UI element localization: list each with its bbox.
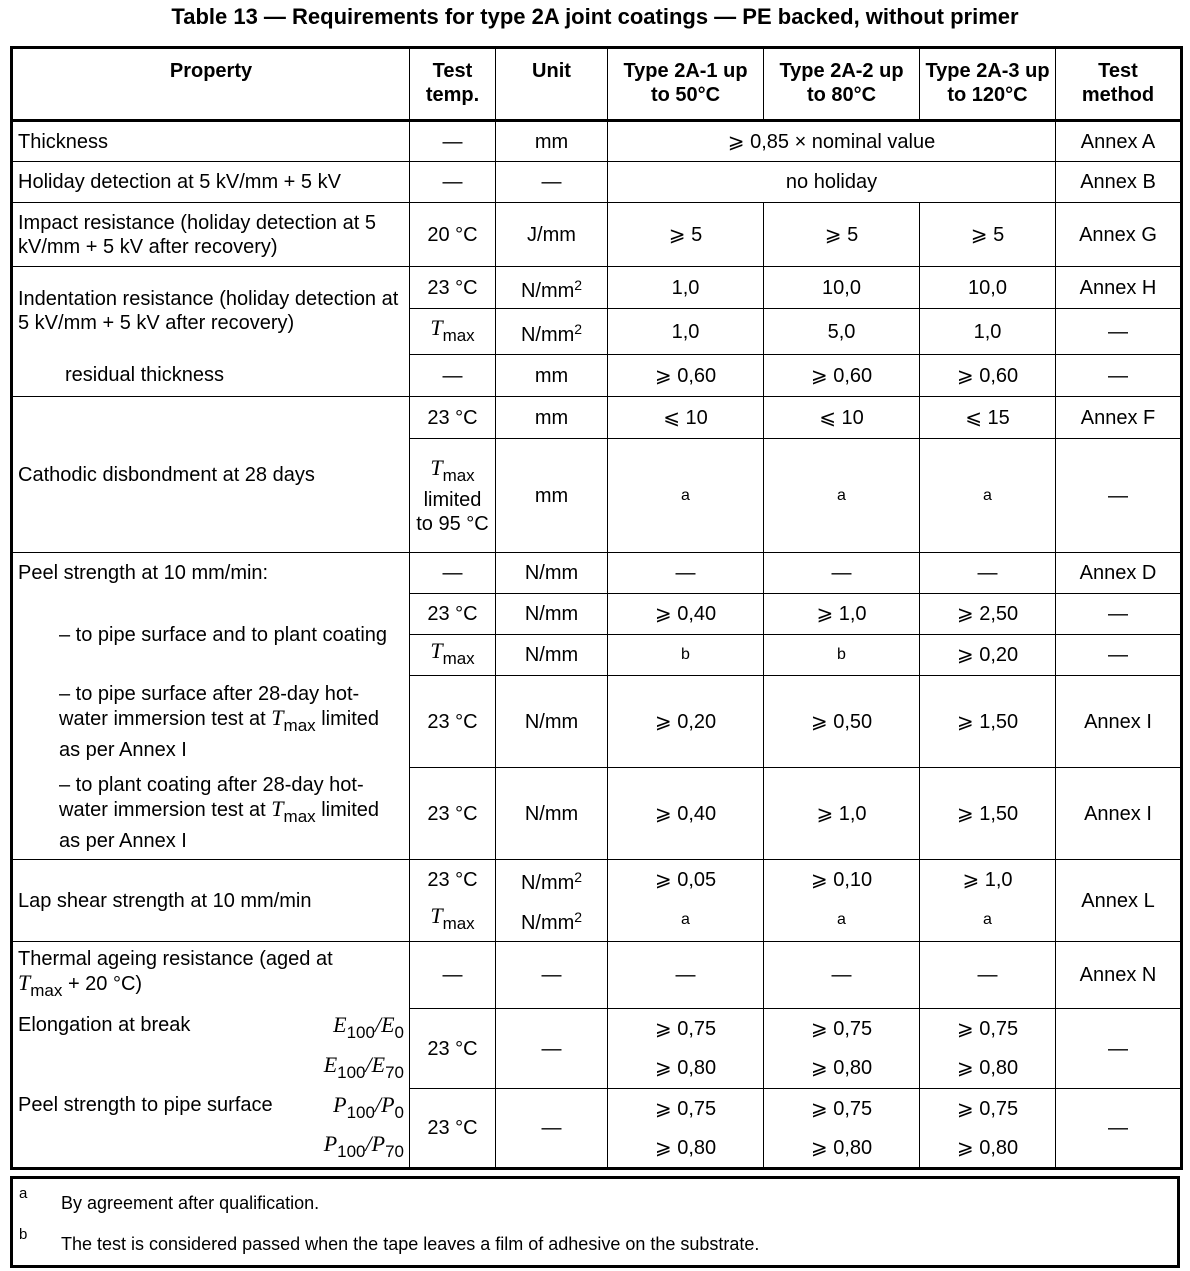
method-cell: Annex B <box>1056 162 1182 203</box>
subscript: 100 <box>337 1141 366 1161</box>
value-cell: ⩾ 0,50 <box>764 676 920 768</box>
value-cell: ⩾ 0,75 <box>920 1009 1056 1049</box>
row-cathodic-23c <box>12 397 1182 439</box>
label-text: – to pipe surface after 28-day hot-water immersion test at <box>59 682 360 730</box>
label-text: – to plant coating after 28-day hot-water immersion test at <box>59 774 364 822</box>
value-cell: ⩾ 1,0 <box>764 594 920 635</box>
value-cell: — <box>764 553 920 594</box>
header-property: Property <box>12 48 410 121</box>
label-text: + 20 °C) <box>67 973 143 996</box>
method-cell: Annex G <box>1056 203 1182 267</box>
row-thickness <box>12 121 1182 162</box>
unit-text: N/mm <box>520 871 575 894</box>
temp-cell: 20 °C <box>410 203 496 267</box>
value-cell: 1,0 <box>608 309 764 355</box>
value-cell: ⩾ 0,75 <box>608 1009 764 1049</box>
value-cell: ⩽ 10 <box>608 397 764 439</box>
property-indentation-resistance: Indentation resistance (holiday detection at 5 kV/mm + 5 kV after recovery) <box>12 267 410 355</box>
temp-cell: — <box>410 942 496 1009</box>
label-text: Elongation at break <box>18 1013 191 1036</box>
value-cell: — <box>608 942 764 1009</box>
value-cell: ⩾ 0,40 <box>608 768 764 860</box>
unit-cell: mm <box>496 355 608 397</box>
superscript: 2 <box>574 320 583 337</box>
unit-cell <box>496 267 608 309</box>
symbol-t: T <box>271 796 284 822</box>
value-cell: ⩾ 5 <box>608 203 764 267</box>
temp-cell: — <box>410 162 496 203</box>
table-title: Table 13 — Requirements for type 2A joint coatings — PE backed, without primer <box>171 4 1019 29</box>
ratio-part: P <box>333 1091 347 1117</box>
value-cell: ⩾ 0,80 <box>920 1129 1056 1169</box>
row-indentation-23c <box>12 267 1182 309</box>
property-elongation <box>12 1009 410 1049</box>
subscript: max <box>283 807 316 827</box>
ratio-part: /E <box>374 1011 395 1037</box>
label-text: limited as per Annex I <box>59 799 380 853</box>
header-test-method: Test method <box>1056 48 1182 121</box>
unit-cell: — <box>496 1089 608 1169</box>
ratio-e100-e0 <box>333 1013 404 1045</box>
property-thermal-ageing <box>12 942 410 1009</box>
value-cell: ⩾ 0,75 <box>608 1089 764 1129</box>
value-cell: a <box>920 439 1056 553</box>
subscript: 100 <box>337 1062 366 1082</box>
unit-cell: N/mm <box>496 768 608 860</box>
value-cell: ⩾ 0,60 <box>920 355 1056 397</box>
footnote-mark: b <box>19 1226 28 1243</box>
symbol-t: T <box>18 970 31 996</box>
header-test-temp: Test temp. <box>410 48 496 121</box>
header-type-2a-3: Type 2A-3 up to 120°C <box>920 48 1056 121</box>
value-cell: ⩾ 0,75 <box>920 1089 1056 1129</box>
property-thickness: Thickness <box>12 121 410 162</box>
unit-text: N/mm <box>520 279 575 302</box>
label-text: Thermal ageing resistance (aged at <box>18 948 333 971</box>
value-cell: 5,0 <box>764 309 920 355</box>
method-cell: — <box>1056 1089 1182 1169</box>
value-cell: ⩾ 0,20 <box>608 676 764 768</box>
property-impact-resistance: Impact resistance (holiday detection at 5 kV/mm + 5 kV after recovery) <box>12 203 410 267</box>
subscript: max <box>283 715 316 735</box>
ratio-p100-p0 <box>333 1093 404 1125</box>
method-cell: — <box>1056 355 1182 397</box>
row-peel-pipe-23c <box>12 594 1182 635</box>
value-cell: 1,0 <box>920 309 1056 355</box>
symbol-t: T <box>271 704 284 730</box>
value-cell: 10,0 <box>764 267 920 309</box>
ratio-part: E <box>323 1051 338 1077</box>
temp-cell <box>410 309 496 355</box>
subscript: max <box>442 914 475 934</box>
symbol-t: T <box>430 638 443 663</box>
temp-cell: 23 °C <box>410 1009 496 1089</box>
unit-cell <box>496 900 608 942</box>
subscript: max <box>442 649 475 668</box>
unit-cell: mm <box>496 121 608 162</box>
ratio-part: /E <box>365 1051 386 1077</box>
property-peel-hot-pipe <box>12 676 410 768</box>
row-impact-resistance <box>12 203 1182 267</box>
value-cell: ⩽ 10 <box>764 397 920 439</box>
method-cell: Annex N <box>1056 942 1182 1009</box>
temp-cell: 23 °C <box>410 594 496 635</box>
unit-cell: N/mm <box>496 635 608 676</box>
unit-cell: N/mm <box>496 676 608 768</box>
method-cell: Annex H <box>1056 267 1182 309</box>
property-peel-hot-plant <box>12 768 410 860</box>
symbol-t: T <box>430 454 443 480</box>
value-cell: — <box>764 942 920 1009</box>
temp-text: limited to 95 °C <box>416 488 489 535</box>
method-cell: — <box>1056 439 1182 553</box>
value-cell: ⩾ 0,80 <box>764 1129 920 1169</box>
value-cell: ⩾ 0,85 × nominal value <box>608 121 1056 162</box>
unit-cell: mm <box>496 397 608 439</box>
value-cell: a <box>764 900 920 942</box>
method-cell: — <box>1056 594 1182 635</box>
value-cell: ⩾ 1,0 <box>920 860 1056 900</box>
row-elongation-a <box>12 1009 1182 1049</box>
row-thermal-ageing <box>12 942 1182 1009</box>
subscript: 70 <box>385 1062 404 1082</box>
row-peel-strength <box>12 553 1182 594</box>
method-cell: Annex L <box>1056 860 1182 942</box>
value-cell: ⩾ 5 <box>764 203 920 267</box>
value-cell: ⩾ 0,75 <box>764 1089 920 1129</box>
row-peel-hot-pipe <box>12 676 1182 768</box>
property-holiday-detection: Holiday detection at 5 kV/mm + 5 kV <box>12 162 410 203</box>
temp-cell: — <box>410 553 496 594</box>
ratio-e100-e70 <box>324 1053 404 1085</box>
label-text: limited as per Annex I <box>59 707 380 761</box>
temp-cell: — <box>410 355 496 397</box>
symbol-t: T <box>430 314 443 340</box>
ratio-p100-p70 <box>324 1132 404 1164</box>
unit-cell: — <box>496 1009 608 1089</box>
value-cell: b <box>608 635 764 676</box>
temp-cell: 23 °C <box>410 267 496 309</box>
value-cell: ⩾ 5 <box>920 203 1056 267</box>
unit-text: N/mm <box>520 912 575 935</box>
value-cell: ⩾ 1,50 <box>920 768 1056 860</box>
subscript: 0 <box>394 1022 404 1042</box>
temp-cell <box>410 439 496 553</box>
row-lap-shear-23c <box>12 860 1182 900</box>
subscript: max <box>30 981 63 1001</box>
subscript: 100 <box>346 1102 375 1122</box>
footnote-text: The test is considered passed when the tape leaves a film of adhesive on the substrate. <box>61 1234 760 1254</box>
property-residual-thickness: residual thickness <box>12 355 410 397</box>
temp-cell: 23 °C <box>410 860 496 900</box>
value-cell: ⩽ 15 <box>920 397 1056 439</box>
unit-cell: mm <box>496 439 608 553</box>
header-type-2a-2: Type 2A-2 up to 80°C <box>764 48 920 121</box>
footnotes <box>10 1176 1180 1268</box>
unit-cell <box>496 309 608 355</box>
value-cell: ⩾ 0,40 <box>608 594 764 635</box>
temp-cell: 23 °C <box>410 768 496 860</box>
footnote-text: By agreement after qualification. <box>61 1193 320 1213</box>
unit-text: N/mm <box>520 323 575 346</box>
temp-cell: 23 °C <box>410 397 496 439</box>
value-cell: ⩾ 1,50 <box>920 676 1056 768</box>
method-cell: Annex I <box>1056 676 1182 768</box>
unit-cell: N/mm <box>496 553 608 594</box>
value-cell: ⩾ 0,80 <box>608 1049 764 1089</box>
value-cell: a <box>608 900 764 942</box>
property-lap-shear: Lap shear strength at 10 mm/min <box>12 860 410 942</box>
ratio-part: P <box>323 1130 338 1156</box>
temp-cell: — <box>410 121 496 162</box>
property-peel-pipe-ratio <box>12 1129 410 1169</box>
unit-cell: J/mm <box>496 203 608 267</box>
method-cell: — <box>1056 309 1182 355</box>
subscript: max <box>442 465 475 485</box>
temp-cell <box>410 900 496 942</box>
header-row <box>12 48 1182 121</box>
value-cell: ⩾ 0,60 <box>764 355 920 397</box>
requirements-table <box>10 46 1183 1170</box>
property-peel-pipe-plant: – to pipe surface and to plant coating <box>12 594 410 676</box>
row-peel-hot-plant <box>12 768 1182 860</box>
ratio-part: E <box>333 1011 347 1037</box>
header-type-2a-1: Type 2A-1 up to 50°C <box>608 48 764 121</box>
value-cell: ⩾ 0,75 <box>764 1009 920 1049</box>
method-cell: — <box>1056 635 1182 676</box>
unit-cell <box>496 860 608 900</box>
subscript: 0 <box>394 1102 404 1122</box>
temp-cell: 23 °C <box>410 1089 496 1169</box>
symbol-t: T <box>430 903 443 929</box>
value-cell: ⩾ 0,05 <box>608 860 764 900</box>
method-cell: — <box>1056 1009 1182 1089</box>
subscript: 70 <box>385 1141 404 1161</box>
value-cell: ⩾ 1,0 <box>764 768 920 860</box>
property-peel-strength: Peel strength at 10 mm/min: <box>12 553 410 594</box>
property-elongation-ratio <box>12 1049 410 1089</box>
unit-cell: — <box>496 942 608 1009</box>
value-cell: no holiday <box>608 162 1056 203</box>
value-cell: ⩾ 0,80 <box>920 1049 1056 1089</box>
method-cell: Annex I <box>1056 768 1182 860</box>
value-cell: 1,0 <box>608 267 764 309</box>
method-cell: Annex D <box>1056 553 1182 594</box>
unit-cell: — <box>496 162 608 203</box>
ratio-part: /P <box>374 1091 395 1117</box>
value-cell: — <box>920 942 1056 1009</box>
method-cell: Annex F <box>1056 397 1182 439</box>
property-peel-pipe-surface <box>12 1089 410 1129</box>
row-peel-pipe-ratio-a <box>12 1089 1182 1129</box>
value-cell: a <box>608 439 764 553</box>
value-cell: ⩾ 0,20 <box>920 635 1056 676</box>
value-cell: b <box>764 635 920 676</box>
value-cell: — <box>920 553 1056 594</box>
superscript: 2 <box>574 868 583 885</box>
label-text: Peel strength to pipe surface <box>18 1093 273 1116</box>
row-holiday-detection <box>12 162 1182 203</box>
temp-cell: 23 °C <box>410 676 496 768</box>
temp-cell <box>410 635 496 676</box>
ratio-part: /P <box>365 1130 386 1156</box>
subscript: max <box>442 325 475 345</box>
value-cell: ⩾ 0,80 <box>764 1049 920 1089</box>
value-cell: a <box>920 900 1056 942</box>
method-cell: Annex A <box>1056 121 1182 162</box>
superscript: 2 <box>574 276 583 293</box>
value-cell: 10,0 <box>920 267 1056 309</box>
row-residual-thickness <box>12 355 1182 397</box>
value-cell: ⩾ 0,10 <box>764 860 920 900</box>
value-cell: ⩾ 0,80 <box>608 1129 764 1169</box>
header-unit: Unit <box>496 48 608 121</box>
value-cell: ⩾ 2,50 <box>920 594 1056 635</box>
footnote-mark: a <box>19 1185 28 1202</box>
value-cell: — <box>608 553 764 594</box>
subscript: 100 <box>346 1022 375 1042</box>
unit-cell: N/mm <box>496 594 608 635</box>
superscript: 2 <box>574 909 583 926</box>
value-cell: ⩾ 0,60 <box>608 355 764 397</box>
value-cell: a <box>764 439 920 553</box>
property-cathodic-disbondment: Cathodic disbondment at 28 days <box>12 397 410 553</box>
